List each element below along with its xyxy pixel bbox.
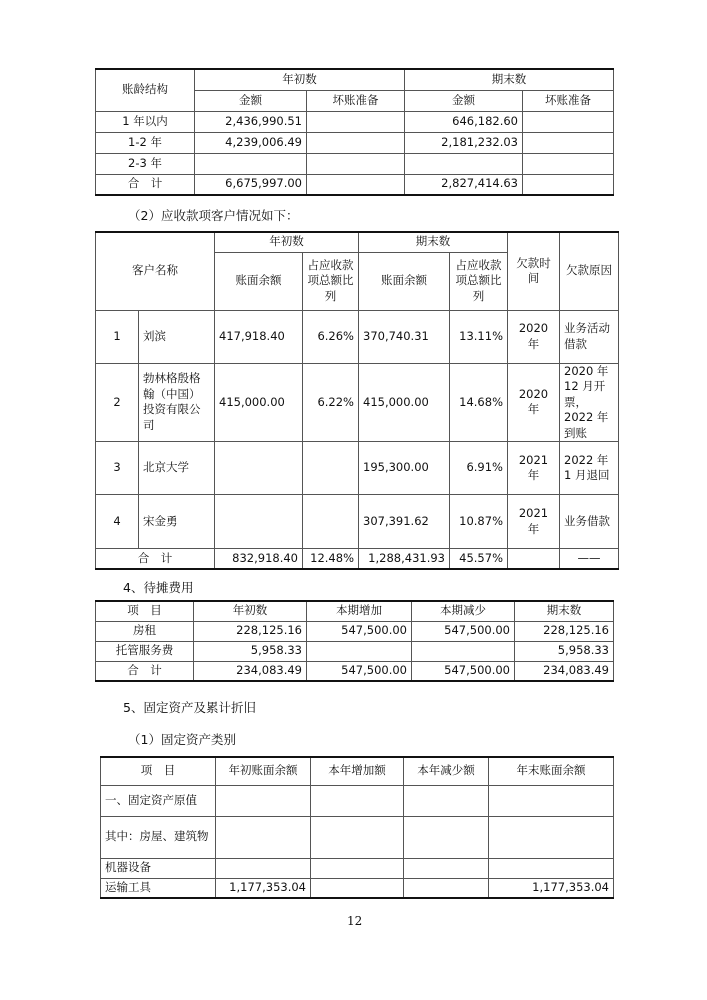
cell [311,785,404,816]
cell: 2,436,990.51 [195,111,307,132]
table-row [101,858,614,878]
cell: 5,958.33 [515,641,614,661]
cell: 547,500.00 [412,661,515,681]
table-row-total [96,549,619,569]
cell [307,174,405,195]
prepaid-header-begin: 年初数 [194,601,307,621]
cell: 2,827,414.63 [405,174,523,195]
row-number: 1 [96,310,139,363]
section-heading-customers: （2）应收款项客户情况如下： [128,208,299,223]
table-row [101,816,614,858]
cell [216,785,311,816]
cell [508,549,560,569]
cell: 1,288,431.93 [359,549,450,569]
cell [523,174,614,195]
cell [307,641,412,661]
cell: 646,182.60 [405,111,523,132]
table-row-total [96,661,614,681]
row-label: 其中：房屋、建筑物 [101,816,216,858]
cell: 14.68% [450,363,508,442]
table-row [101,878,614,898]
cell: 547,500.00 [307,661,412,681]
customer-header-end-ratio: 占应收款项总额比列 [450,252,508,310]
section-heading-fixed-assets: 5、固定资产及累计折旧 [123,700,256,715]
cell: 832,918.40 [215,549,303,569]
customer-header-begin-ratio: 占应收款项总额比列 [303,252,359,310]
table-row [96,641,614,661]
cell: 45.57% [450,549,508,569]
cell: 2022 年 1 月退回 [560,442,619,495]
customer-name: 宋金勇 [139,495,215,549]
cell [523,153,614,174]
cell: 6.22% [303,363,359,442]
prepaid-header-end: 期末数 [515,601,614,621]
cell: 1,177,353.04 [489,878,614,898]
customer-header-end: 期末数 [359,232,508,252]
cell [523,111,614,132]
row-label: 一、固定资产原值 [101,785,216,816]
customer-name: 刘滨 [139,310,215,363]
cell: 6,675,997.00 [195,174,307,195]
cell [303,442,359,495]
aging-header-end-bad: 坏账准备 [523,90,614,111]
table-row [96,132,614,153]
table-row [96,621,614,641]
table-row [96,363,619,442]
aging-header-begin: 年初数 [195,69,405,90]
customer-header-end-balance: 账面余额 [359,252,450,310]
aging-header-end-amount: 金额 [405,90,523,111]
cell [404,816,489,858]
row-label: 1-2 年 [96,132,195,153]
prepaid-table [95,600,614,682]
prepaid-header-decrease: 本期减少 [412,601,515,621]
cell: 1,177,353.04 [216,878,311,898]
cell [412,641,515,661]
cell: 2020 年 12 月开票，2022 年到账 [560,363,619,442]
cell: 业务借款 [560,495,619,549]
row-label: 1 年以内 [96,111,195,132]
row-label: 托管服务费 [96,641,194,661]
cell [215,442,303,495]
cell: 228,125.16 [515,621,614,641]
customer-header-name: 客户名称 [96,232,215,310]
cell [215,495,303,549]
cell: 234,083.49 [515,661,614,681]
cell [307,132,405,153]
cell: 5,958.33 [194,641,307,661]
cell: 415,000.00 [359,363,450,442]
cell [489,858,614,878]
cell [311,858,404,878]
cell: 228,125.16 [194,621,307,641]
table-row [96,442,619,495]
cell: 2,181,232.03 [405,132,523,153]
cell: 2020 年 [508,363,560,442]
aging-header-begin-amount: 金额 [195,90,307,111]
cell: 195,300.00 [359,442,450,495]
cell: 234,083.49 [194,661,307,681]
cell [303,495,359,549]
cell: 13.11% [450,310,508,363]
customer-header-reason: 欠款原因 [560,232,619,310]
row-label: 2-3 年 [96,153,195,174]
page-number: 12 [347,914,363,928]
row-number: 2 [96,363,139,442]
fixed-header-begin: 年初账面余额 [216,757,311,785]
cell: 12.48% [303,549,359,569]
table-row [96,495,619,549]
cell: 2020 年 [508,310,560,363]
row-label: 房租 [96,621,194,641]
section-heading-prepaid: 4、待摊费用 [123,580,194,595]
cell [216,858,311,878]
customer-table [95,231,619,570]
cell [404,878,489,898]
section-heading-fixed-category: （1）固定资产类别 [128,732,236,747]
cell [489,785,614,816]
cell: 4,239,006.49 [195,132,307,153]
row-label: 合 计 [96,174,195,195]
customer-name: 北京大学 [139,442,215,495]
cell: 业务活动借款 [560,310,619,363]
row-label: 运输工具 [101,878,216,898]
cell [216,816,311,858]
cell [307,153,405,174]
prepaid-header-increase: 本期增加 [307,601,412,621]
cell: 547,500.00 [307,621,412,641]
cell: 2021 年 [508,442,560,495]
cell [307,111,405,132]
cell [405,153,523,174]
customer-header-begin: 年初数 [215,232,359,252]
table-row [96,111,614,132]
cell: 415,000.00 [215,363,303,442]
cell: —— [560,549,619,569]
cell [311,816,404,858]
table-row [96,153,614,174]
cell [404,785,489,816]
fixed-asset-table [100,756,614,899]
cell [195,153,307,174]
prepaid-header-item: 项 目 [96,601,194,621]
fixed-header-item: 项 目 [101,757,216,785]
cell: 547,500.00 [412,621,515,641]
row-number: 4 [96,495,139,549]
table-row [96,174,614,195]
cell: 417,918.40 [215,310,303,363]
cell [523,132,614,153]
customer-name: 勃林格殷格翰（中国）投资有限公司 [139,363,215,442]
aging-header-begin-bad: 坏账准备 [307,90,405,111]
row-number: 3 [96,442,139,495]
cell: 370,740.31 [359,310,450,363]
fixed-header-increase: 本年增加额 [311,757,404,785]
cell: 6.91% [450,442,508,495]
cell: 307,391.62 [359,495,450,549]
customer-header-begin-balance: 账面余额 [215,252,303,310]
row-label: 机器设备 [101,858,216,878]
total-label: 合 计 [96,549,215,569]
cell: 10.87% [450,495,508,549]
aging-header-struct: 账龄结构 [96,69,195,111]
customer-header-time: 欠款时间 [508,232,560,310]
cell: 2021 年 [508,495,560,549]
fixed-header-end: 年末账面余额 [489,757,614,785]
cell [311,878,404,898]
cell: 6.26% [303,310,359,363]
row-label: 合 计 [96,661,194,681]
aging-header-end: 期末数 [405,69,614,90]
aging-table [95,68,614,196]
fixed-header-decrease: 本年减少额 [404,757,489,785]
table-row [101,785,614,816]
cell [404,858,489,878]
cell [489,816,614,858]
table-row [96,310,619,363]
